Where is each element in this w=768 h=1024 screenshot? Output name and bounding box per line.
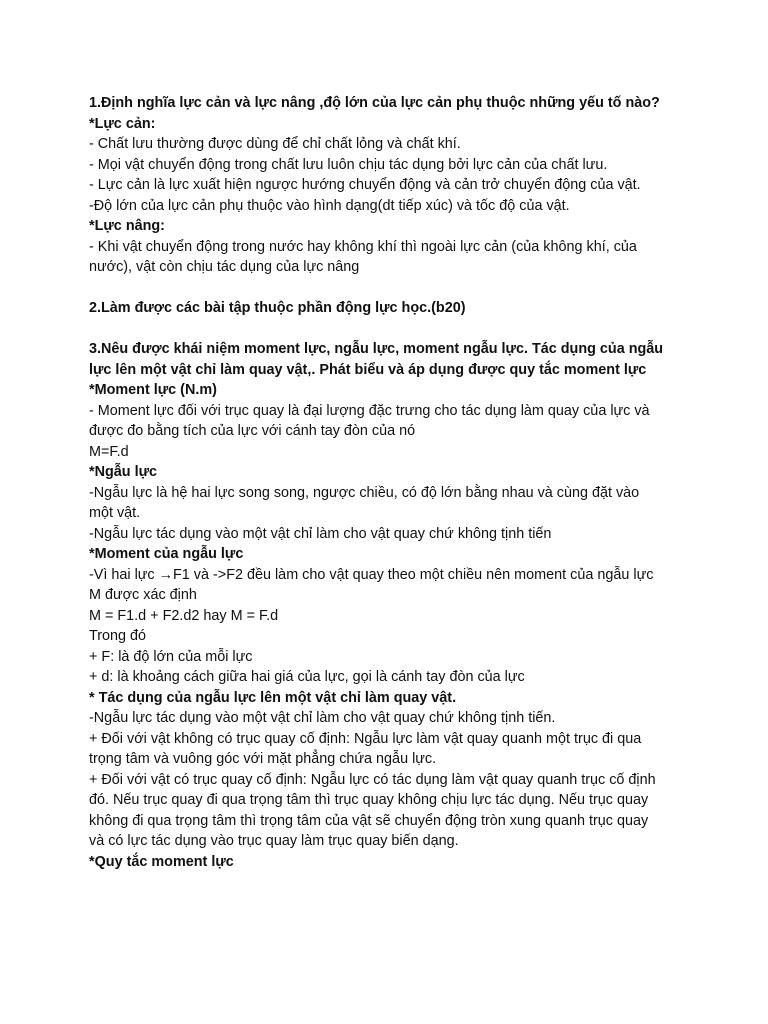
section-3-heading-line-1: 3.Nêu được khái niệm moment lực, ngẫu lực, moment ngẫu lực. Tác dụng của ngẫu (89, 341, 664, 357)
moment-ngau-luc-item: + F: là độ lớn của mỗi lực (89, 648, 253, 665)
paragraph-gap (89, 278, 689, 299)
tac-dung-ngau-luc-title: * Tác dụng của ngẫu lực lên một vật chỉ làm quay vật. (89, 689, 457, 706)
paragraph-gap (89, 319, 689, 340)
luc-can-item: -Độ lớn của lực cản phụ thuộc vào hình dạng(dt tiếp xúc) và tốc độ của vật. (89, 197, 570, 214)
section-1-heading: 1.Định nghĩa lực cản và lực nâng ,độ lớn của lực cản phụ thuộc những yếu tố nào? (89, 95, 660, 111)
moment-luc-item: - Moment lực đối với trục quay là đại lượng đặc trưng cho tác dụng làm quay của lực và (89, 402, 650, 419)
section-3-heading-line-2: lực lên một vật chỉ làm quay vật,. Phát biểu và áp dụng được quy tắc moment lực (89, 361, 647, 378)
moment-ngau-luc-item: M được xác định (89, 587, 197, 603)
moment-luc-formula: M=F.d (89, 443, 129, 460)
moment-ngau-luc-item: -Vì hai lực →F1 và ->F2 đều làm cho vật quay theo một chiều nên moment của ngẫu lực (89, 566, 654, 583)
ngau-luc-item: một vật. (89, 505, 141, 521)
luc-can-title: *Lực cản: (89, 115, 156, 132)
ngau-luc-item: -Ngẫu lực tác dụng vào một vật chỉ làm cho vật quay chứ không tịnh tiến (89, 525, 552, 542)
quy-tac-moment-luc-title: *Quy tắc moment lực (89, 853, 234, 870)
tac-dung-item: và có lực tác dụng vào trục quay làm trục quay biến dạng. (89, 833, 459, 849)
tac-dung-item: + Đối với vật có trục quay cố định: Ngẫu lực có tác dụng làm vật quay quanh trục cố định (89, 771, 656, 788)
luc-nang-item: - Khi vật chuyển động trong nước hay không khí thì ngoài lực cản (của không khí, của (89, 238, 637, 255)
luc-can-item: - Chất lưu thường được dùng để chỉ chất lỏng và chất khí. (89, 136, 461, 152)
moment-ngau-luc-formula: M = F1.d + F2.d2 hay M = F.d (89, 607, 279, 624)
section-2-heading: 2.Làm được các bài tập thuộc phần động lực học.(b20) (89, 300, 466, 316)
luc-can-item: - Mọi vật chuyển động trong chất lưu luôn chịu tác dụng bởi lực cản của chất lưu. (89, 156, 608, 173)
moment-luc-title: *Moment lực (N.m) (89, 382, 217, 398)
tac-dung-item: không đi qua trọng tâm thì trọng tâm của vật sẽ chuyển động tròn xung quanh trục quay (89, 812, 649, 829)
moment-ngau-luc-item: Trong đó (89, 628, 147, 644)
moment-ngau-luc-title: *Moment của ngẫu lực (89, 546, 244, 562)
tac-dung-item: đó. Nếu trục quay đi qua trọng tâm thì trục quay không chịu lực tác dụng. Nếu trục quay (89, 792, 649, 808)
ngau-luc-item: -Ngẫu lực là hệ hai lực song song, ngược chiều, có độ lớn bằng nhau và cùng đặt vào (89, 484, 640, 501)
document-page (89, 93, 689, 872)
tac-dung-item: trọng tâm và vuông góc với mặt phẳng chứa ngẫu lực. (89, 751, 437, 767)
tac-dung-item: -Ngẫu lực tác dụng vào một vật chỉ làm cho vật quay chứ không tịnh tiến. (89, 710, 556, 726)
tac-dung-item: + Đối với vật không có trục quay cố định: Ngẫu lực làm vật quay quanh một trục đi qua (89, 730, 642, 747)
moment-luc-item: được đo bằng tích của lực với cánh tay đòn của nó (89, 423, 416, 439)
ngau-luc-title: *Ngẫu lực (89, 464, 157, 480)
luc-nang-item: nước), vật còn chịu tác dụng của lực nâng (89, 259, 360, 275)
luc-nang-title: *Lực nâng: (89, 218, 165, 234)
moment-ngau-luc-item: + d: là khoảng cách giữa hai giá của lực, gọi là cánh tay đòn của lực (89, 669, 525, 685)
luc-can-item: - Lực cản là lực xuất hiện ngược hướng chuyển động và cản trở chuyển động của vật. (89, 177, 641, 193)
